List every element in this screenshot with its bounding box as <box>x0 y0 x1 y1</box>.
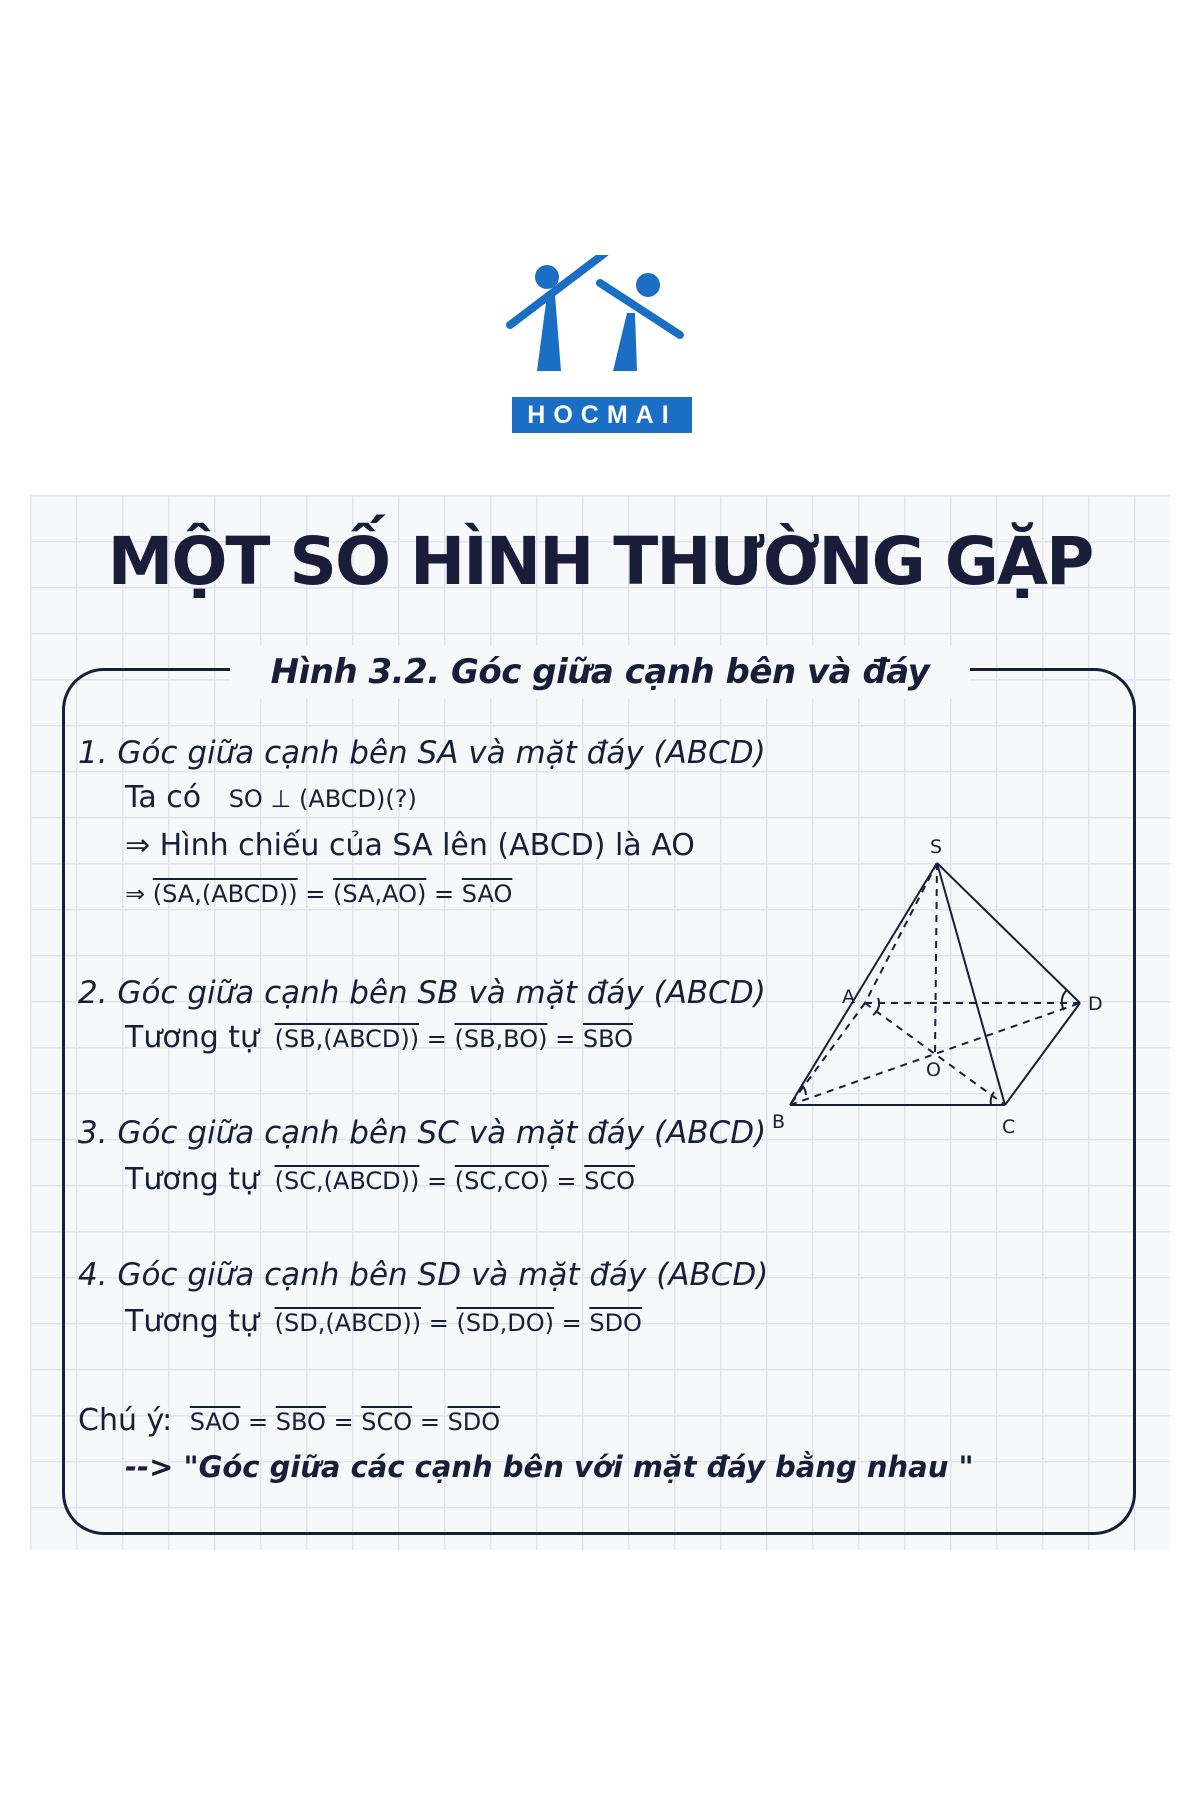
note-angle-2: $\overline{SBO}$ <box>275 1408 326 1436</box>
section-4-heading: 4. Góc giữa cạnh bên SD và mặt đáy (ABCD) <box>78 1257 769 1293</box>
edge-cd <box>1005 1003 1080 1105</box>
note-angle-1: $\overline{SAO}$ <box>189 1408 241 1436</box>
note-angle-3: $\overline{SCO}$ <box>361 1408 413 1436</box>
brand-name: HOCMAI <box>512 397 692 433</box>
pyramid-diagram <box>770 820 1130 1140</box>
label-d: D <box>1088 993 1103 1015</box>
section-2-line <box>125 1020 633 1055</box>
section-2-heading: 2. Góc giữa cạnh bên SB và mặt đáy (ABCD) <box>78 975 766 1011</box>
page-title: MỘT SỐ HÌNH THƯỜNG GẶP <box>107 523 1093 600</box>
label-s: S <box>930 836 943 858</box>
eq-4-a: (SD,(ABCD)) <box>274 1309 422 1337</box>
eq-1-c: $\overline{SAO}$ <box>461 880 513 908</box>
section-2-lead: Tương tự <box>125 1020 260 1055</box>
section-1-line1-prefix: Ta có <box>125 780 202 815</box>
figure-subtitle: Hình 3.2. Góc giữa cạnh bên và đáy <box>230 645 970 699</box>
section-1-line1 <box>125 780 417 815</box>
logo-body-right <box>613 313 637 371</box>
eq-2-b: (SB,BO) <box>454 1025 548 1053</box>
section-4-lead: Tương tự <box>125 1304 260 1339</box>
logo-head-right <box>636 273 660 297</box>
equals-sign: = <box>427 1167 448 1195</box>
edge-so <box>935 863 937 1054</box>
section-1-line1-eq: SO ⊥ (ABCD)(?) <box>228 785 417 813</box>
eq-2-c: $\overline{SBO}$ <box>582 1025 634 1053</box>
equals-sign: = <box>555 1025 576 1053</box>
label-o: O <box>926 1059 941 1081</box>
eq-3-a: (SC,(ABCD)) <box>274 1167 420 1195</box>
equals-sign: = <box>561 1309 582 1337</box>
section-1-equation <box>125 880 512 908</box>
edge-sb <box>790 863 937 1105</box>
label-a: A <box>842 986 855 1008</box>
angle-arc-c <box>991 1092 994 1105</box>
eq-3-b: (SC,CO) <box>454 1167 549 1195</box>
equals-sign: = <box>434 880 455 908</box>
equals-sign: = <box>556 1167 577 1195</box>
eq-4-c: $\overline{SDO}$ <box>589 1309 642 1337</box>
section-1-heading: 1. Góc giữa cạnh bên SA và mặt đáy (ABCD) <box>78 735 766 771</box>
equals-sign: = <box>419 1408 440 1436</box>
eq-2-a: (SB,(ABCD)) <box>274 1025 420 1053</box>
edge-sd <box>937 863 1080 1003</box>
equals-sign: = <box>247 1408 269 1436</box>
section-3-line <box>125 1162 635 1197</box>
logo-head-left <box>535 265 559 289</box>
edge-sc <box>937 863 1005 1105</box>
equals-sign: = <box>426 1025 447 1053</box>
note-angle-4: $\overline{SDO}$ <box>447 1408 501 1436</box>
edge-ac <box>865 1003 1005 1105</box>
note-line <box>78 1403 500 1438</box>
equals-sign: = <box>333 1408 354 1436</box>
angle-arc-b <box>802 1085 806 1095</box>
section-3-lead: Tương tự <box>125 1162 260 1197</box>
label-c: C <box>1002 1116 1016 1138</box>
angle-arc-d <box>1062 990 1067 1010</box>
note-label: Chú ý: <box>78 1403 173 1438</box>
eq-1-b: (SA,AO) <box>333 880 427 908</box>
equals-sign: = <box>305 880 326 908</box>
edge-ab <box>790 1003 865 1105</box>
logo-arm-left <box>510 255 605 325</box>
note-conclusion: --> "Góc giữa các cạnh bên với mặt đáy bằng nhau " <box>125 1450 974 1484</box>
eq-3-c: $\overline{SCO}$ <box>584 1167 636 1195</box>
section-3-heading: 3. Góc giữa cạnh bên SC và mặt đáy (ABCD) <box>78 1115 767 1151</box>
section-1-line2: ⇒ Hình chiếu của SA lên (ABCD) là AO <box>125 828 695 863</box>
edge-bd <box>790 1003 1080 1105</box>
eq-1-prefix: ⇒ <box>125 880 146 908</box>
eq-4-b: (SD,DO) <box>456 1309 554 1337</box>
eq-1-a: (SA,(ABCD)) <box>152 880 298 908</box>
equals-sign: = <box>428 1309 449 1337</box>
edge-sa <box>865 863 937 1003</box>
label-b: B <box>772 1111 786 1133</box>
section-4-line <box>125 1304 642 1339</box>
